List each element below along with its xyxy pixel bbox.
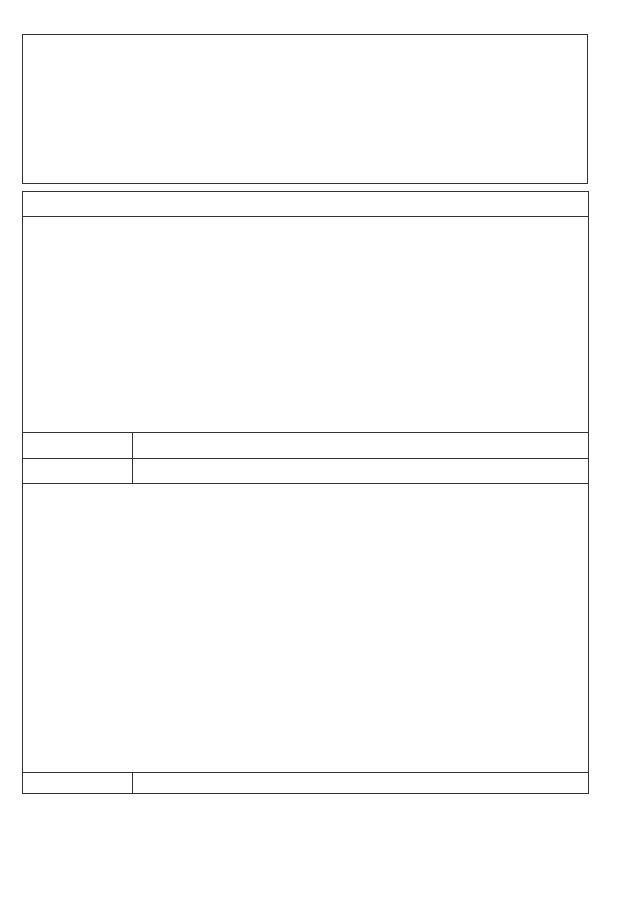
col-year-header (43, 486, 77, 494)
payment-place-field[interactable] (133, 459, 588, 482)
col-period-header (248, 484, 289, 494)
bottom-row-field[interactable] (133, 773, 588, 793)
table-top-border (22, 483, 589, 484)
main-form (22, 191, 589, 794)
deadline-row (22, 432, 589, 458)
page-title (22, 191, 589, 217)
notice-box (22, 34, 588, 184)
